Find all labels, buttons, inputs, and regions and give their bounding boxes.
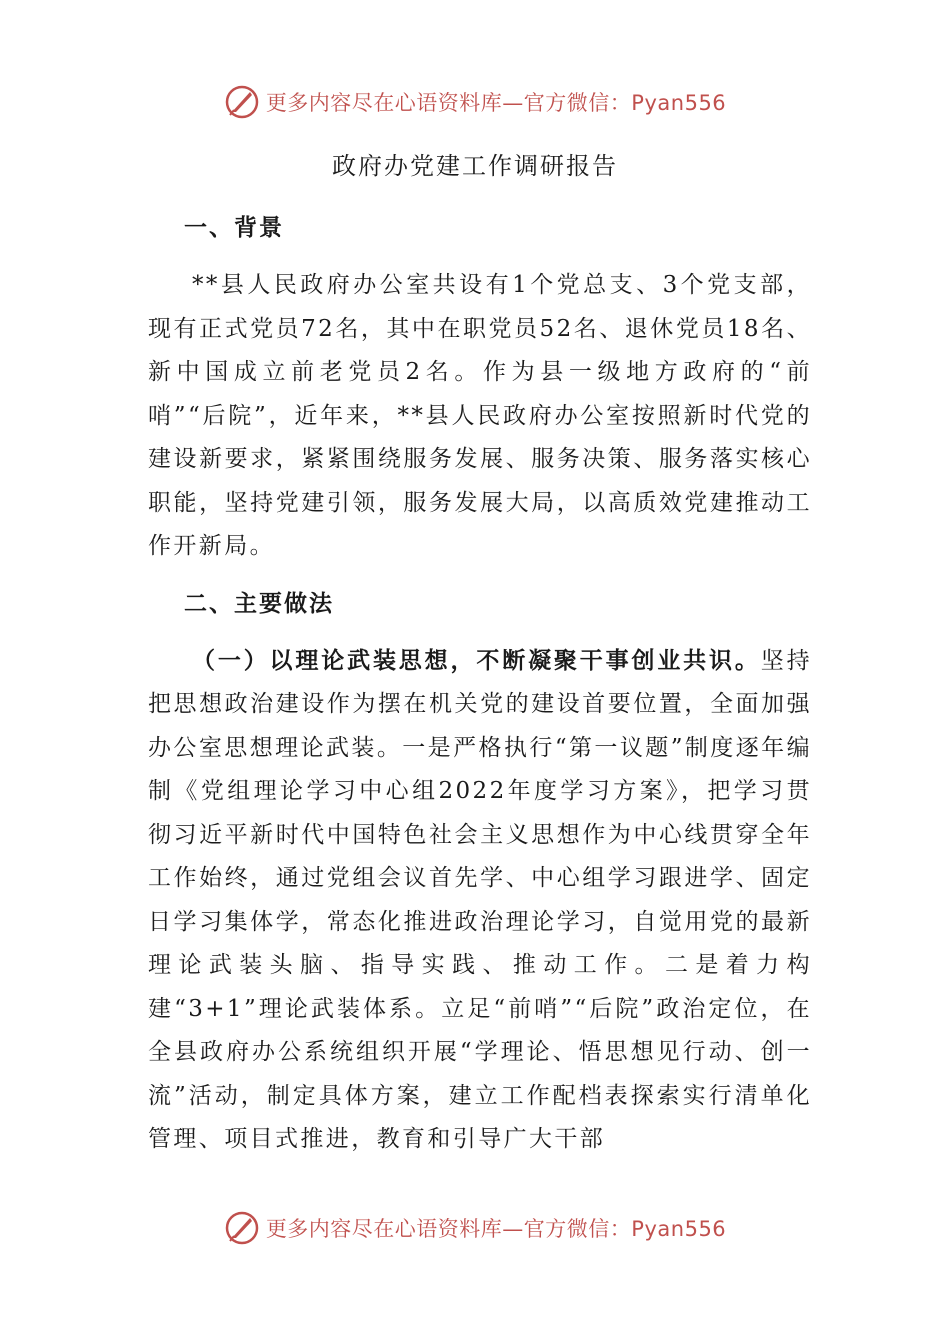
header-watermark-banner: [0, 84, 950, 120]
background-paragraph: **县人民政府办公室共设有1个党总支、3个党支部，现有正式党员72名，其中在职党员52名、退休党员18名、新中国成立前老党员2名。作为县一级地方政府的“前哨”“后院”，近年来，**县人民政府办公室按照新时代党的建设新要求，紧紧围绕服务发展、服务决策、服务落实核心职能，坚持党建引领，服务发展大局，以高质效党建推动工作开新局。: [148, 272, 812, 559]
header-watermark-text: 更多内容尽在心语资料库—官方微信：Pyan556: [265, 91, 727, 115]
section-heading-background: 一、背景: [184, 215, 284, 241]
subsection-lead: （一）以理论武装思想，不断凝聚干事创业共识。: [192, 647, 761, 674]
quill-logo-icon: [224, 1210, 260, 1246]
document-title: 政府办党建工作调研报告: [332, 152, 618, 180]
quill-logo-icon: [224, 84, 260, 120]
document-body: [148, 207, 812, 1162]
subsection-body: 坚持把思想政治建设作为摆在机关党的建设首要位置，全面加强办公室思想理论武装。一是严格执行“第一议题”制度逐年编制《党组理论学习中心组2022年度学习方案》，把学习贯彻习近平新时代中国特色社会主义思想作为中心线贯穿全年工作始终，通过党组会议首先学、中心组学习跟进学、固定日学习集体学，常态化推进政治理论学习，自觉用党的最新理论武装头脑、指导实践、推动工作。二是着力构建“3+1”理论武装体系。立足“前哨”“后院”政治定位，在全县政府办公系统组织开展“学理论、悟思想见行动、创一流”活动，制定具体方案，建立工作配档表探索实行清单化管理、项目式推进，教育和引导广大干部: [148, 647, 812, 1152]
footer-watermark-banner: [0, 1210, 950, 1246]
subsection-paragraph: [148, 640, 812, 1162]
section-heading-main-practices: 二、主要做法: [184, 590, 334, 617]
footer-watermark-text: 更多内容尽在心语资料库—官方微信：Pyan556: [265, 1217, 727, 1241]
